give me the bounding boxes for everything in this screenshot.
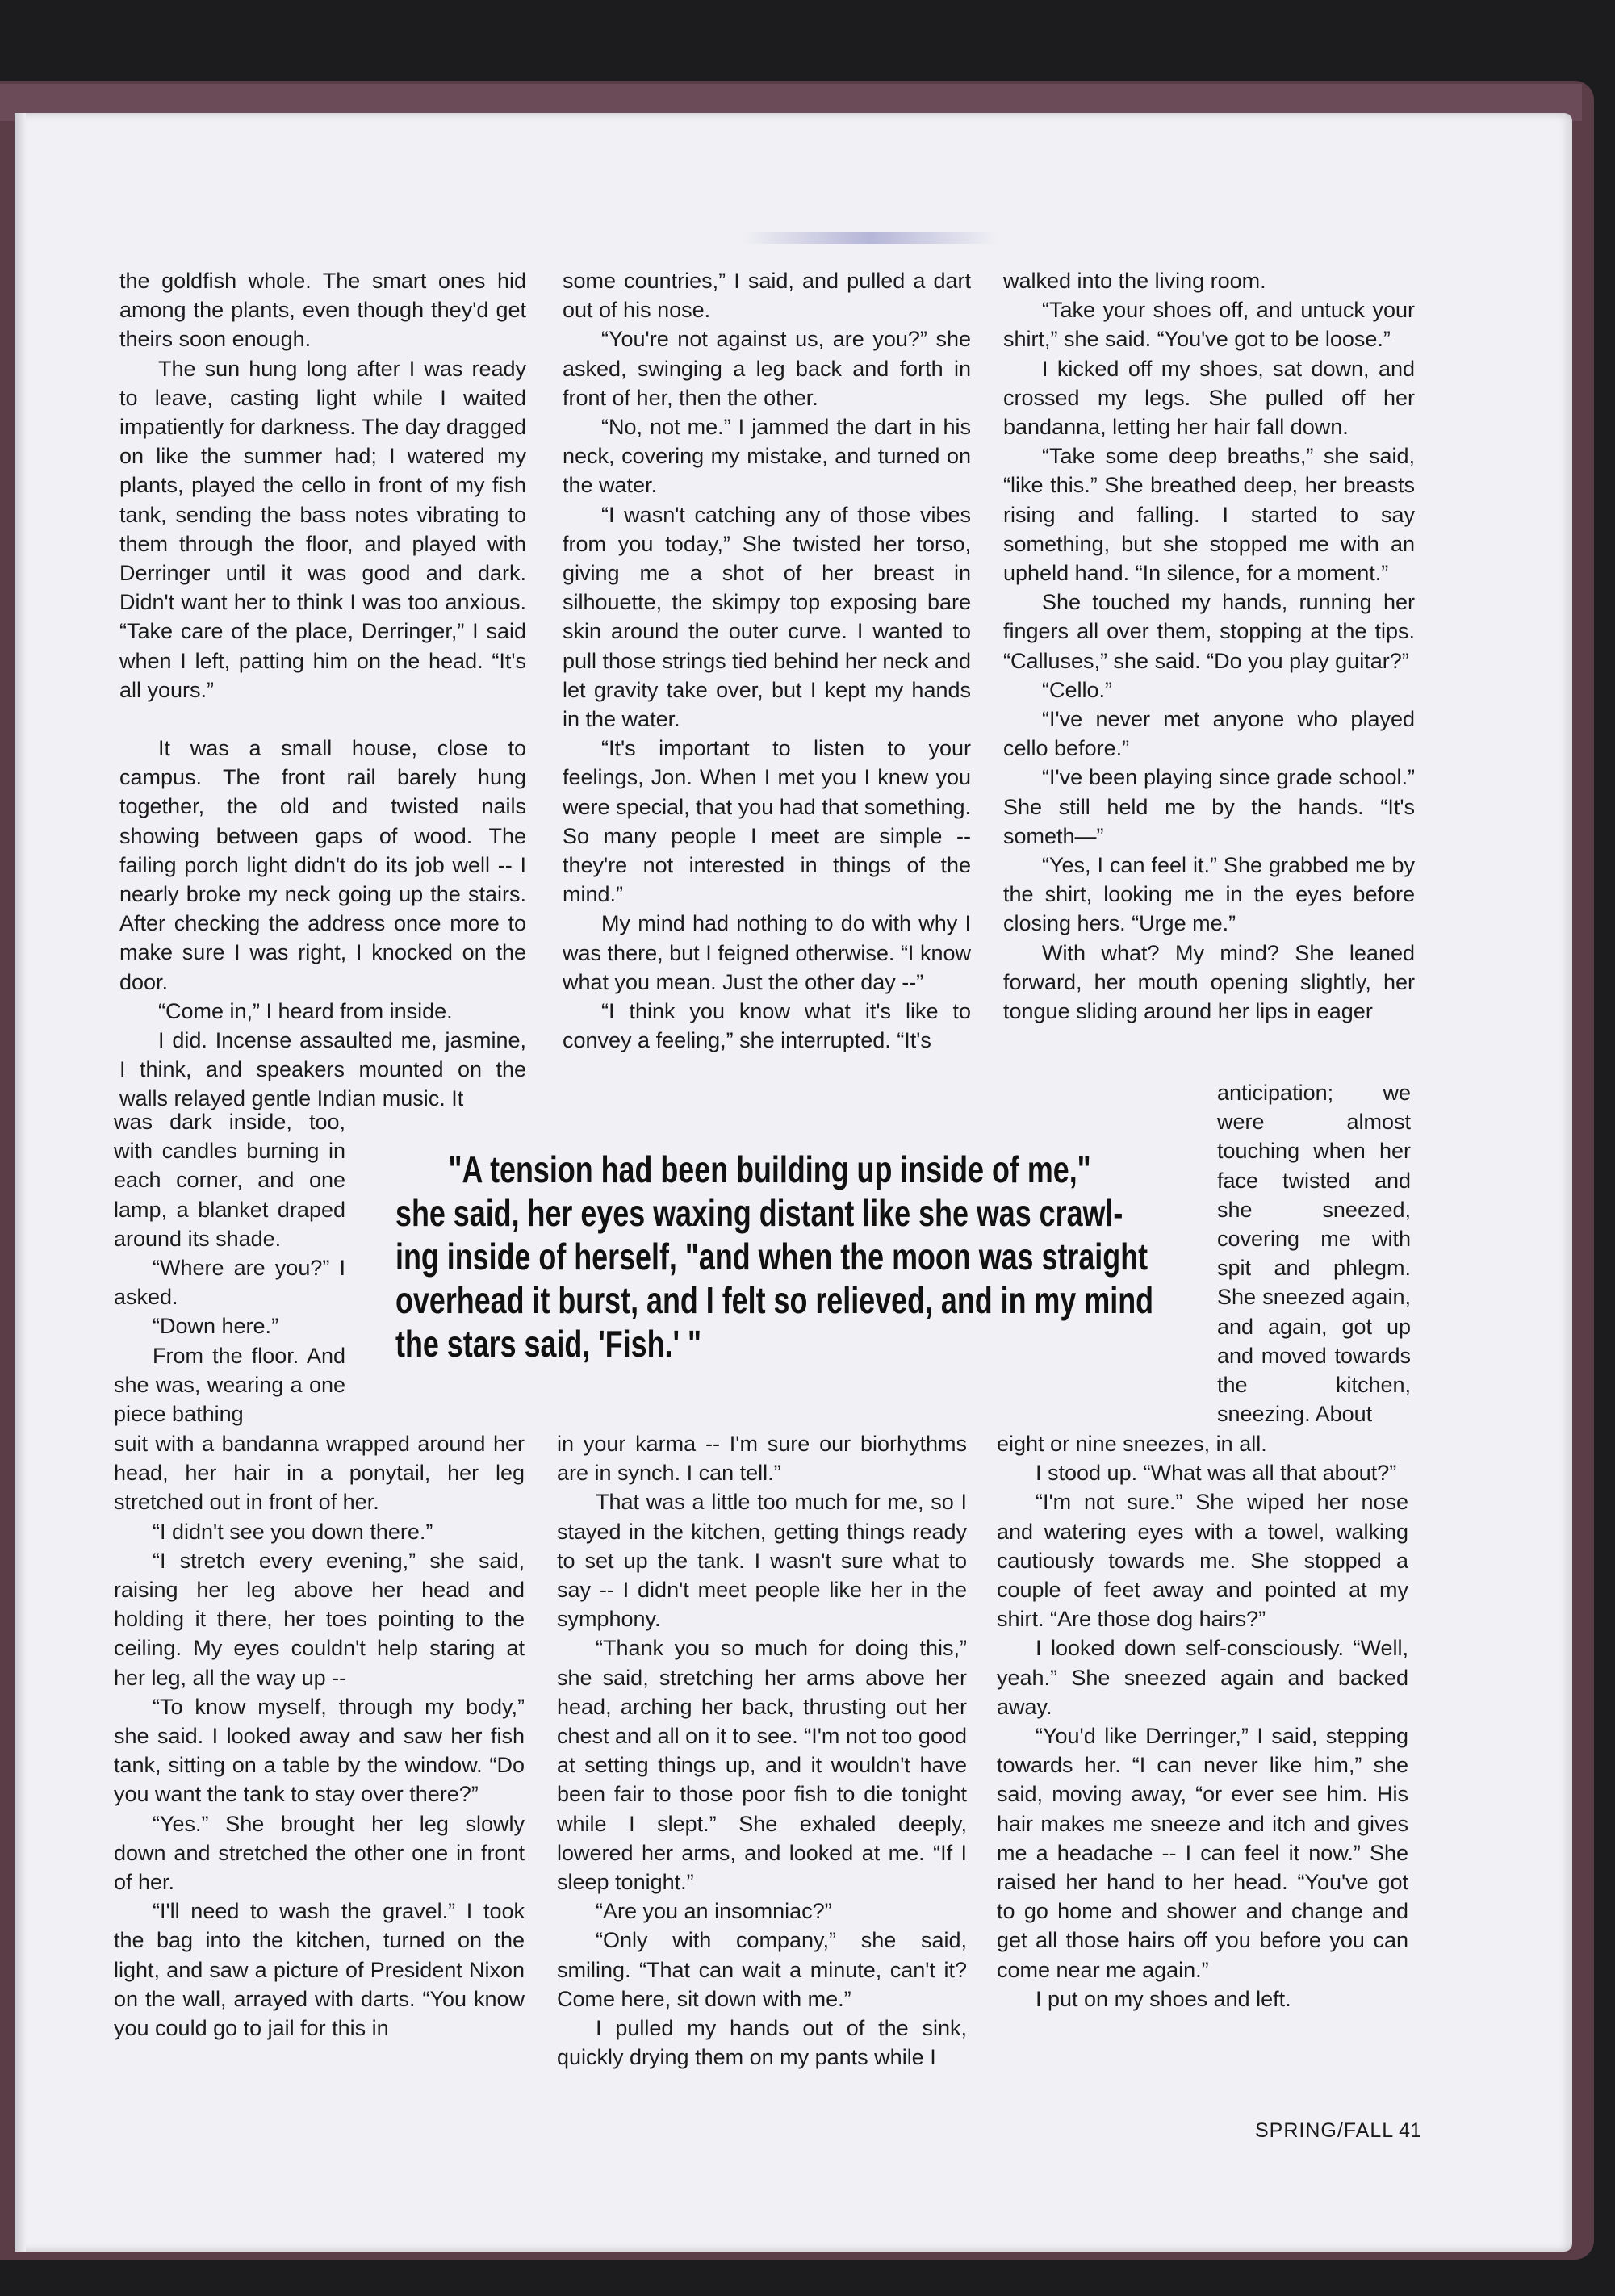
page-folio [1255, 2119, 1421, 2143]
pull-quote-line: "A tension had been building up inside of me," [448, 1148, 1091, 1190]
pull-quote-line: she said, her eyes waxing distant like she was crawl- [395, 1192, 1123, 1234]
paragraph: the goldfish whole. The smart ones hid among the plants, even though they'd get theirs soon enough. [119, 269, 526, 352]
paragraph: “Only with company,” she said, smiling. “That can wait a minute, can't it? Come here, sit down with me.” [557, 1928, 967, 2011]
pull-quote-line: ing inside of herself, "and when the moon was straight [395, 1236, 1148, 1278]
paragraph: “I've never met anyone who played cello before.” [1003, 707, 1415, 761]
paragraph: I pulled my hands out of the sink, quickly drying them on my pants while I [557, 2016, 967, 2070]
paragraph: I looked down self-consciously. “Well, yeah.” She sneezed again and backed away. [997, 1636, 1408, 1719]
ink-bleed-mark [741, 232, 999, 244]
column-2-bottom [557, 1429, 967, 2072]
paragraph: “You're not against us, are you?” she asked, swinging a leg back and forth in front of her, then the other. [563, 327, 971, 410]
paragraph: “No, not me.” I jammed the dart in his neck, covering my mistake, and turned on the water. [563, 415, 971, 498]
paragraph: She touched my hands, running her fingers all over them, stopping at the tips. “Calluses,” she said. “Do you play guitar?” [1003, 590, 1415, 673]
column-2-top [563, 266, 971, 1055]
page-number: 41 [1399, 2119, 1421, 2142]
paragraph: “I've been playing since grade school.” She still held me by the hands. “It's someth—” [1003, 765, 1415, 848]
paragraph: “I wasn't catching any of those vibes from you today,” She twisted her torso, giving me a shot of her breast in silhouette, the skimpy top exposing bare skin around the outer curve. I wanted to pull those strings tied behind her neck and let gravity take over, but I kept my hands in the water. [563, 502, 971, 732]
paragraph: From the floor. And she was, wearing a one piece bathing [114, 1343, 345, 1427]
paragraph: suit with a bandanna wrapped around her head, her hair in a ponytail, her leg stretched out in front of her. [114, 1432, 525, 1515]
paragraph: “I'm not sure.” She wiped her nose and watering eyes with a towel, walking cautiously towards me. She stopped a couple of feet away and pointed at my shirt. “Are those dog hairs?” [997, 1490, 1408, 1632]
paragraph: “Take some deep breaths,” she said, “like this.” She breathed deep, her breasts rising and falling. I started to say something, but she stopped me with an upheld hand. “In silence, for a moment.” [1003, 444, 1415, 586]
paragraph: “You'd like Derringer,” I said, stepping towards her. “I can never like him,” she said, moving away, “or ever see him. His hair makes me sneeze and itch and gives me a headache -- I can feel it now.” She raised her hand to her head. “You've got to go home and shower and change and get all those hairs off you before you can come near me again.” [997, 1724, 1408, 1982]
paragraph: “Down here.” [153, 1314, 279, 1339]
paragraph: walked into the living room. [1003, 269, 1266, 293]
column-1-top [119, 266, 526, 1114]
paragraph: My mind had nothing to do with why I was there, but I feigned otherwise. “I know what you mean. Just the other day --” [563, 911, 971, 994]
paragraph: That was a little too much for me, so I stayed in the kitchen, getting things ready to set up the tank. I wasn't sure what to say -- I didn't meet people like her in the symphony. [557, 1490, 967, 1632]
paragraph: “Come in,” I heard from inside. [158, 998, 453, 1023]
column-3-top [1003, 266, 1415, 1026]
column-1-bottom [114, 1429, 525, 2043]
folio-label: SPRING/FALL [1255, 2119, 1395, 2142]
paragraph: I stood up. “What was all that about?” [1036, 1461, 1397, 1486]
column-1-wrap [114, 1107, 345, 1428]
paragraph: With what? My mind? She leaned forward, her mouth opening slightly, her tongue sliding around her lips in eager [1003, 940, 1415, 1024]
page-gutter-shadow [15, 113, 26, 2252]
pull-quote-line: overhead it burst, and I felt so relieved, and in my mind [395, 1279, 1154, 1321]
paragraph: “I think you know what it's like to convey a feeling,” she interrupted. “It's [563, 999, 971, 1053]
paragraph: I kicked off my shoes, sat down, and crossed my legs. She pulled off her bandanna, letting her hair fall down. [1003, 356, 1415, 440]
paragraph: “Cello.” [1042, 677, 1113, 702]
paragraph: “To know myself, through my body,” she said. I looked away and saw her fish tank, sitting on a table by the window. “Do you want the tank to stay over there?” [114, 1694, 525, 1807]
paragraph: “Thank you so much for doing this,” she said, stretching her arms above her head, arching her back, thrusting out her chest and all on it to see. “I'm not too good at setting things up, and it wouldn't have been fair to those poor fish to die tonight while I slept.” She exhaled deeply, lowered her arms, and looked at me. “If I sleep tonight.” [557, 1636, 967, 1895]
column-3-wrap [1217, 1078, 1411, 1428]
paragraph: “Yes.” She brought her leg slowly down and stretched the other one in front of her. [114, 1811, 525, 1895]
pull-quote-line: the stars said, 'Fish.' " [395, 1323, 702, 1365]
paragraph: was dark inside, too, with candles burning in each corner, and one lamp, a blanket draped around its shade. [114, 1110, 345, 1251]
paragraph: anticipation; we were almost touching when her face twisted and she sneezed, covering me with spit and phlegm. She sneezed again, and again, got up and moved towards the kitchen, sneezing. About [1217, 1081, 1411, 1427]
paragraph: “Yes, I can feel it.” She grabbed me by the shirt, looking me in the eyes before closing hers. “Urge me.” [1003, 853, 1415, 936]
paragraph: “It's important to listen to your feelings, Jon. When I met you I knew you were special, that you had that something. So many people I meet are simple -- they're not interested in things of the mind.” [563, 736, 971, 907]
paragraph: I did. Incense assaulted me, jasmine, I think, and speakers mounted on the walls relayed gentle Indian music. It [119, 1028, 526, 1111]
paragraph: eight or nine sneezes, in all. [997, 1432, 1267, 1456]
pull-quote [395, 1148, 1154, 1365]
paragraph: The sun hung long after I was ready to leave, casting light while I waited impatiently for darkness. The day dragged on like the summer had; I watered my plants, played the cello in front of my fish tank, sending the bass notes vibrating to them through the floor, and played with Derringer until it was good and dark. Didn't want her to think I was too anxious. “Take care of the place, Derringer,” I said when I left, patting him on the head. “It's all yours.” [119, 356, 526, 702]
paragraph: “I stretch every evening,” she said, raising her leg above her head and holding it there, her toes pointing to the ceiling. My eyes couldn't help staring at her leg, all the way up -- [114, 1548, 525, 1690]
paragraph: It was a small house, close to campus. The front rail barely hung together, the old and twisted nails showing between gaps of wood. The failing porch light didn't do its job well -- I nearly broke my neck going up the stairs. After checking the address once more to make sure I was right, I knocked on the door. [119, 736, 526, 994]
paragraph: “Are you an insomniac?” [596, 1899, 832, 1924]
column-3-bottom [997, 1429, 1408, 2014]
paragraph: “I didn't see you down there.” [153, 1519, 433, 1544]
paragraph: I put on my shoes and left. [1036, 1986, 1291, 2011]
paragraph: in your karma -- I'm sure our biorhythms are in synch. I can tell.” [557, 1432, 967, 1486]
paragraph: “I'll need to wash the gravel.” I took the bag into the kitchen, turned on the light, and saw a picture of President Nixon on the wall, arrayed with darts. “You know you could go to jail for this in [114, 1899, 525, 2041]
paragraph: “Where are you?” I asked. [114, 1256, 345, 1310]
paragraph: “Take your shoes off, and untuck your shirt,” she said. “You've got to be loose.” [1003, 298, 1415, 352]
paragraph: some countries,” I said, and pulled a dart out of his nose. [563, 269, 971, 323]
